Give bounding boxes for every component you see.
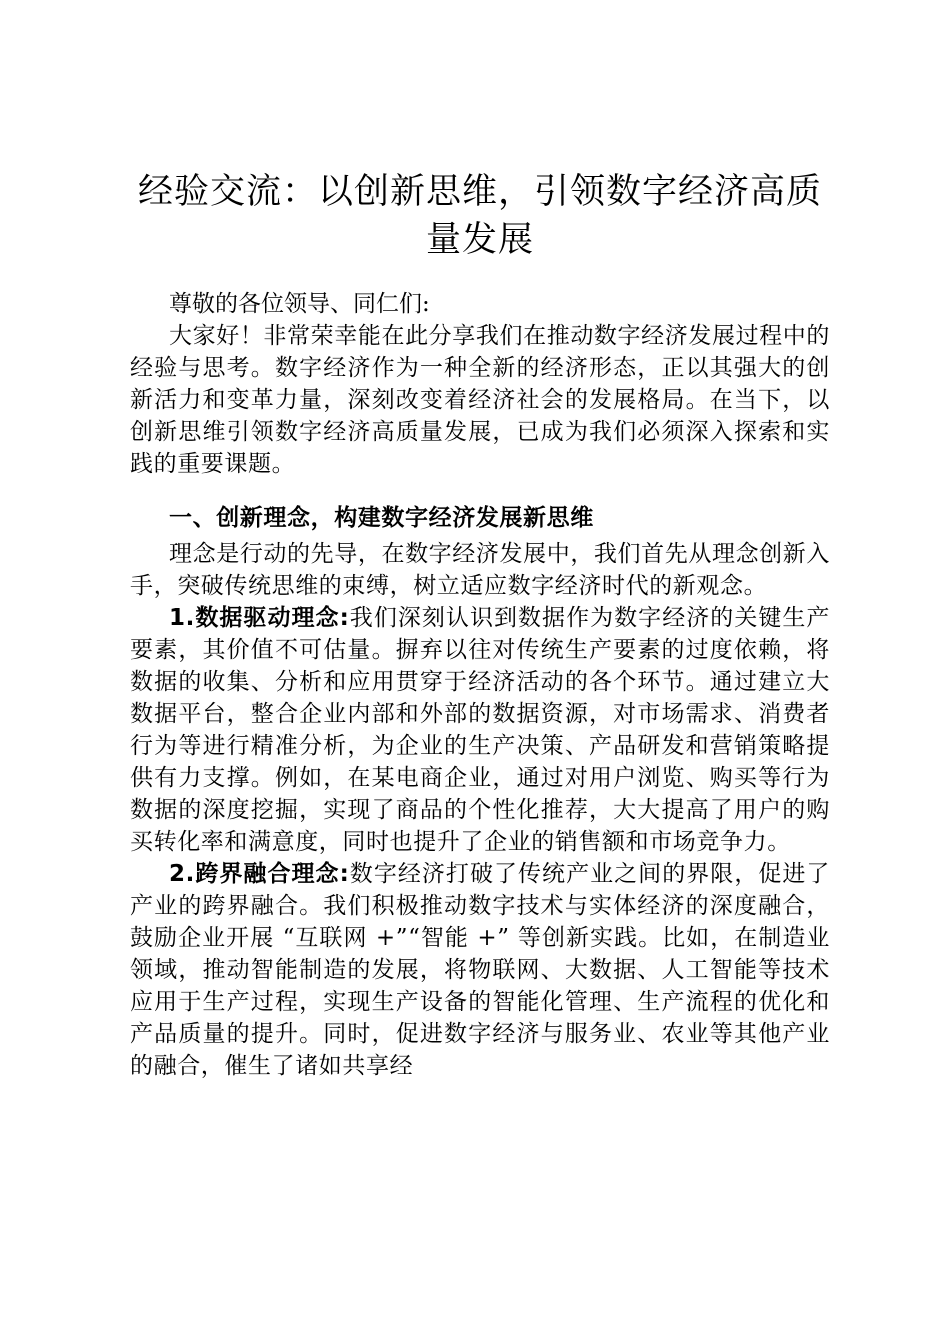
section-heading: 一、创新理念，构建数字经济发展新思维 bbox=[169, 505, 594, 531]
intro-paragraph: 大家好！非常荣幸能在此分享我们在推动数字经济发展过程中的经验与思考。数字经济作为一种全新的经济形态，正以其强大的创新活力和变革力量，深刻改变着经济社会的发展格局。在当下，以创新思维引领数字经济高质量发展，已成为我们必须深入探索和实践的重要课题。 bbox=[130, 323, 830, 477]
item-label: 2.跨界融合理念: bbox=[169, 861, 350, 887]
item-paragraph-data-driven bbox=[130, 602, 830, 858]
item-label: 1.数据驱动理念: bbox=[169, 605, 350, 631]
section-lead-paragraph: 理念是行动的先导，在数字经济发展中，我们首先从理念创新入手，突破传统思维的束缚，树立适应数字经济时代的新观念。 bbox=[130, 541, 830, 599]
item-text: 我们深刻认识到数据作为数字经济的关键生产要素，其价值不可估量。摒弃以往对传统生产要素的过度依赖，将数据的收集、分析和应用贯穿于经济活动的各个环节。通过建立大数据平台，整合企业内部和外部的数据资源，对市场需求、消费者行为等进行精准分析，为企业的生产决策、产品研发和营销策略提供有力支撑。例如，在某电商企业，通过对用户浏览、购买等行为数据的深度挖掘，实现了商品的个性化推荐，大大提高了用户的购买转化率和满意度，同时也提升了企业的销售额和市场竞争力。 bbox=[130, 605, 831, 855]
item-paragraph-cross-border bbox=[130, 858, 830, 1082]
salutation: 尊敬的各位领导、同仁们: bbox=[169, 291, 430, 317]
item-text: 数字经济打破了传统产业之间的界限，促进了产业的跨界融合。我们积极推动数字技术与实体经济的深度融合，鼓励企业开展 “互联网 +”“智能 +” 等创新实践。比如，在制造业领域，推动智能制造的发展，将物联网、大数据、人工智能等技术应用于生产过程，实现生产设备的智能化管理、生产流程的优化和产品质量的提升。同时，促进数字经济与服务业、农业等其他产业的融合，催生了诸如共享经 bbox=[130, 861, 831, 1079]
document-page bbox=[130, 168, 830, 1082]
document-title: 经验交流：以创新思维，引领数字经济高质量发展 bbox=[137, 172, 822, 260]
